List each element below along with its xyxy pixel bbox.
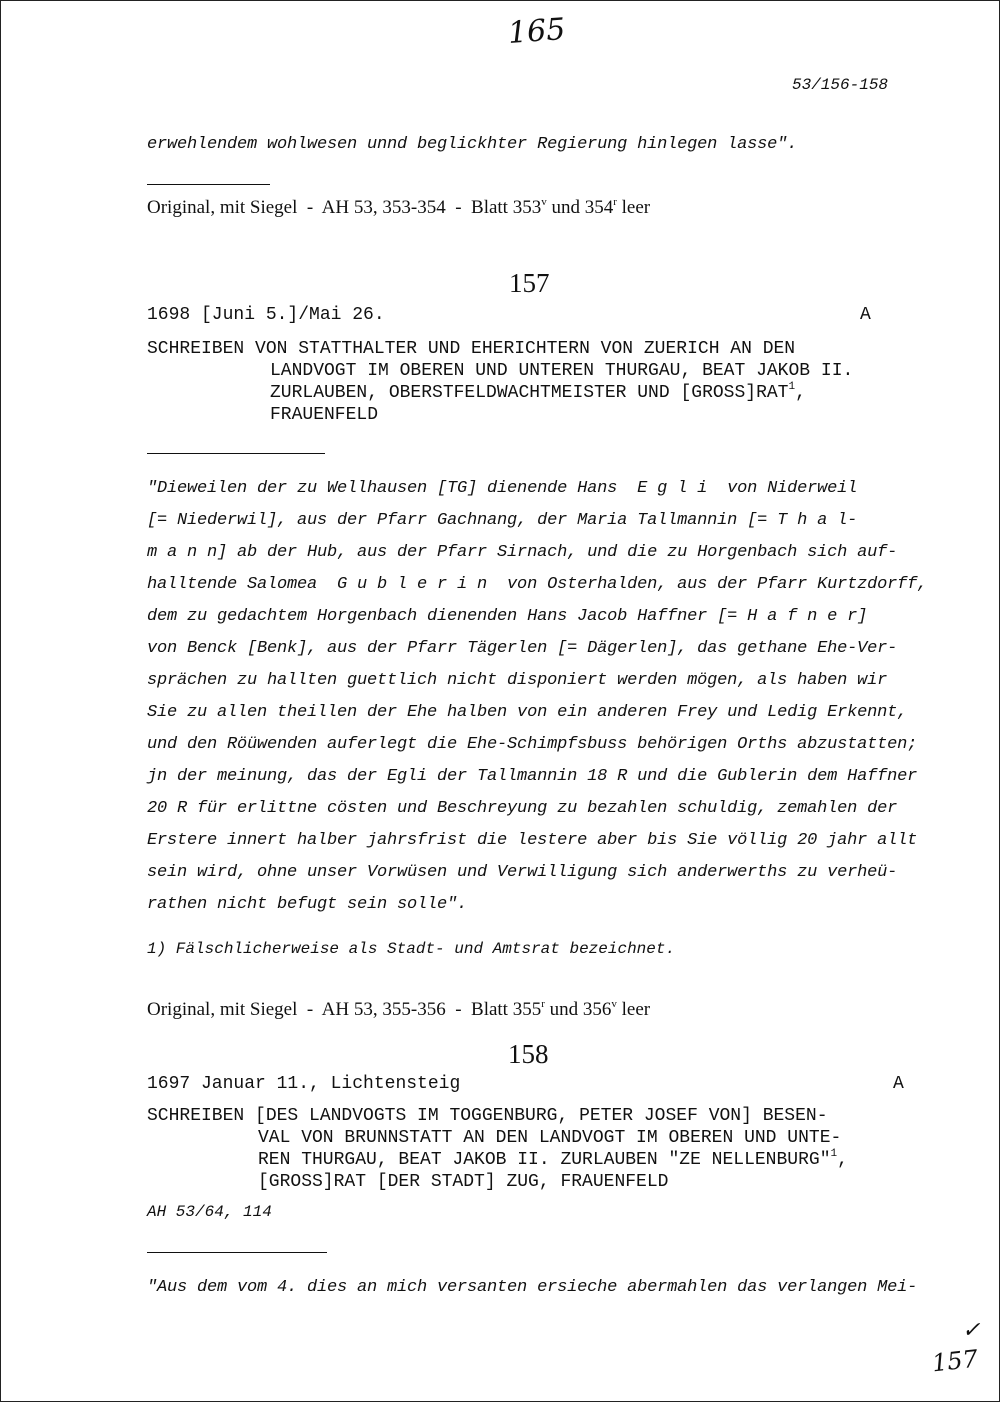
document-date-158: 1697 Januar 11., Lichtensteig xyxy=(147,1074,461,1094)
body-line: sprächen zu hallten guettlich nicht disponiert werden mögen, als haben wir xyxy=(147,671,888,690)
document-title-157: SCHREIBEN VON STATTHALTER UND EHERICHTERN VON ZUERICH AN DEN xyxy=(147,339,796,359)
original-note-text: Original, mit Siegel - AH 53, 355-356 - Blatt 355 xyxy=(147,999,542,1020)
body-line: sein wird, ohne unser Vorwüsen und Verwilligung sich anderwerths zu verheü- xyxy=(147,863,898,882)
superscript: v xyxy=(611,998,617,1010)
superscript: r xyxy=(541,998,545,1010)
handwritten-page-number: 165 xyxy=(506,12,567,51)
document-title-157: FRAUENFELD xyxy=(270,405,379,425)
superscript: v xyxy=(541,196,547,208)
handwritten-check-icon: ✓ xyxy=(962,1318,981,1343)
original-note-text: Original, mit Siegel - AH 53, 353-354 - Blatt 353 xyxy=(147,197,542,218)
document-title-157: LANDVOGT IM OBEREN UND UNTEREN THURGAU, BEAT JAKOB II. xyxy=(270,361,854,381)
body-line: halltende Salomea G u b l e r i n von Osterhalden, aus der Pfarr Kurtzdorff, xyxy=(147,575,928,594)
body-line: [= Niederwil], aus der Pfarr Gachnang, der Maria Tallmannin [= T h a l- xyxy=(147,511,858,530)
body-line: "Dieweilen der zu Wellhausen [TG] dienende Hans E g l i von Niderweil xyxy=(147,479,858,498)
document-number-157: 157 xyxy=(509,268,550,298)
superscript: r xyxy=(613,196,617,208)
document-title-158: VAL VON BRUNNSTATT AN DEN LANDVOGT IM OBEREN UND UNTE- xyxy=(258,1128,842,1148)
handwritten-page-number-bottom: 157 xyxy=(930,1344,980,1378)
body-line: Sie zu allen theillen der Ehe halben von ein anderen Frey und Ledig Erkennt, xyxy=(147,703,908,722)
separator-rule xyxy=(147,1252,327,1253)
document-date-157: 1698 [Juni 5.]/Mai 26. xyxy=(147,305,385,325)
closing-quote-156: erwehlendem wohlwesen unnd beglickhter Regierung hinlegen lasse". xyxy=(147,135,798,154)
original-note-text: leer xyxy=(616,999,651,1020)
title-text: , xyxy=(795,383,806,403)
footnote-157: 1) Fälschlicherweise als Stadt- und Amtsrat bezeichnet. xyxy=(147,940,676,958)
body-line: dem zu gedachtem Horgenbach dienenden Hans Jacob Haffner [= H a f n e r] xyxy=(147,607,868,626)
document-title-158: SCHREIBEN [DES LANDVOGTS IM TOGGENBURG, PETER JOSEF VON] BESEN- xyxy=(147,1106,828,1126)
original-note-156 xyxy=(147,197,650,219)
body-line: von Benck [Benk], aus der Pfarr Tägerlen [= Dägerlen], das gethane Ehe-Ver- xyxy=(147,639,898,658)
original-note-text: und 354 xyxy=(546,197,614,218)
separator-rule xyxy=(147,184,270,185)
original-note-text: und 356 xyxy=(544,999,612,1020)
body-line: rathen nicht befugt sein solle". xyxy=(147,895,468,914)
body-line: m a n n] ab der Hub, aus der Pfarr Sirnach, und die zu Horgenbach sich auf- xyxy=(147,543,898,562)
separator-rule xyxy=(147,453,325,454)
document-source-158: AH 53/64, 114 xyxy=(147,1203,272,1221)
title-text: , xyxy=(837,1150,848,1170)
footnote-marker: 1 xyxy=(830,1148,838,1160)
footnote-marker: 1 xyxy=(788,381,796,393)
title-text: REN THURGAU, BEAT JAKOB II. ZURLAUBEN "ZE NELLENBURG" xyxy=(258,1150,831,1170)
body-line: "Aus dem vom 4. dies an mich versanten ersieche abermahlen das verlangen Mei- xyxy=(147,1278,918,1297)
body-line: Erstere innert halber jahrsfrist die lestere aber bis Sie völlig 20 jahr allt xyxy=(147,831,918,850)
document-marker-157: A xyxy=(860,305,871,325)
reference-number: 53/156-158 xyxy=(792,76,889,94)
body-line: und den Röüwenden auferlegt die Ehe-Schimpfsbuss behörigen Orths abzustatten; xyxy=(147,735,918,754)
title-text: ZURLAUBEN, OBERSTFELDWACHTMEISTER UND [GROSS]RAT xyxy=(270,383,789,403)
original-note-text: leer xyxy=(616,197,651,218)
document-marker-158: A xyxy=(893,1074,904,1094)
document-title-157 xyxy=(270,383,806,403)
document-number-158: 158 xyxy=(508,1039,549,1069)
body-line: jn der meinung, das der Egli der Tallmannin 18 R und die Gublerin dem Haffner xyxy=(147,767,918,786)
original-note-157 xyxy=(147,999,650,1021)
document-title-158: [GROSS]RAT [DER STADT] ZUG, FRAUENFELD xyxy=(258,1172,669,1192)
document-title-158 xyxy=(258,1150,848,1170)
body-line: 20 R für erlittne cösten und Beschreyung zu bezahlen schuldig, zemahlen der xyxy=(147,799,898,818)
